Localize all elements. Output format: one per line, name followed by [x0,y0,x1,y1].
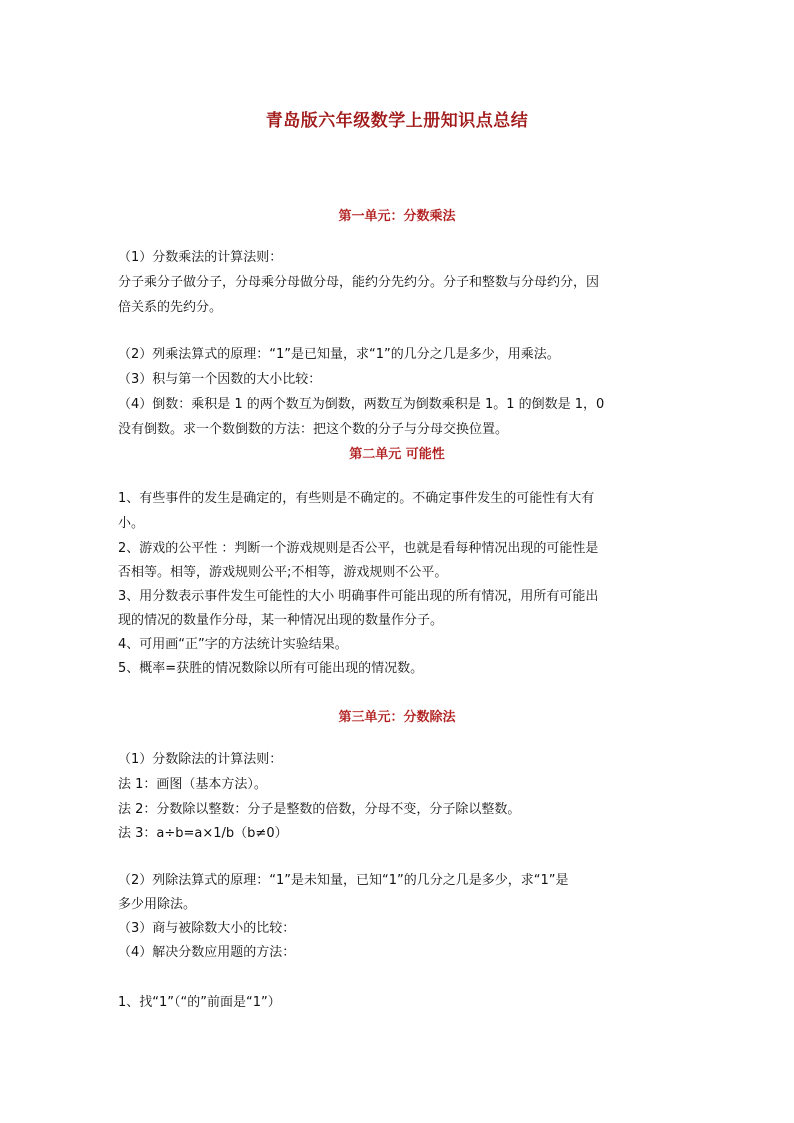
unit3-line: （1）分数除法的计算法则： [118,752,283,767]
unit3-line: （4）解决分数应用题的方法： [118,945,296,960]
unit3-line: 法 3：a÷b=a×1/b（b≠0） [118,826,288,841]
unit3-line: 1、找“1”（“的”前面是“1”） [118,995,281,1010]
unit3-line: （2）列除法算式的原理：“1”是未知量，已知“1”的几分之几是多少，求“1”是 [118,873,569,888]
unit3-line: 多少用除法。 [118,897,197,912]
unit2-line: 现的情况的数量作分母，某一种情况出现的数量作分子。 [118,613,444,628]
unit1-line: （1）分数乘法的计算法则： [118,250,283,265]
unit1-line: （2）列乘法算式的原理：“1”是已知量，求“1”的几分之几是多少，用乘法。 [118,347,560,362]
unit2-line: 否相等。相等，游戏规则公平;不相等，游戏规则不公平。 [118,565,448,580]
unit2-line: 5、概率=获胜的情况数除以所有可能出现的情况数。 [118,661,424,676]
unit1-line: 分子乘分子做分子，分母乘分母做分母，能约分先约分。分子和整数与分母约分，因 [118,275,600,290]
unit2-line: 4、可用画“正”字的方法统计实验结果。 [118,637,348,652]
unit1-line: （4）倒数：乘积是 1 的两个数互为倒数，两数互为倒数乘积是 1。1 的倒数是 1，0 [118,397,605,412]
unit3-heading: 第三单元：分数除法 [338,710,456,725]
unit2-line: 2、游戏的公平性 ：判断一个游戏规则是否公平，也就是看每种情况出现的可能性是 [118,541,599,556]
unit2-line: 3、用分数表示事件发生可能性的大小 明确事件可能出现的所有情况，用所有可能出 [118,589,599,604]
unit1-line: 倍关系的先约分。 [118,300,223,315]
unit2-line: 1、有些事件的发生是确定的，有些则是不确定的。不确定事件发生的可能性有大有 [118,491,595,506]
unit1-line: 没有倒数。求一个数倒数的方法：把这个数的分子与分母交换位置。 [118,422,509,437]
document-title: 青岛版六年级数学上册知识点总结 [265,111,529,131]
unit3-line: （3）商与被除数大小的比较： [118,921,296,936]
unit2-line: 小。 [118,516,145,531]
unit1-heading: 第一单元：分数乘法 [338,209,456,224]
unit1-line: （3）积与第一个因数的大小比较： [118,372,322,387]
unit3-line: 法 1：画图（基本方法）。 [118,777,267,792]
unit3-line: 法 2：分数除以整数：分子是整数的倍数，分母不变，分子除以整数。 [118,802,521,817]
unit2-heading: 第二单元 可能性 [349,447,445,462]
